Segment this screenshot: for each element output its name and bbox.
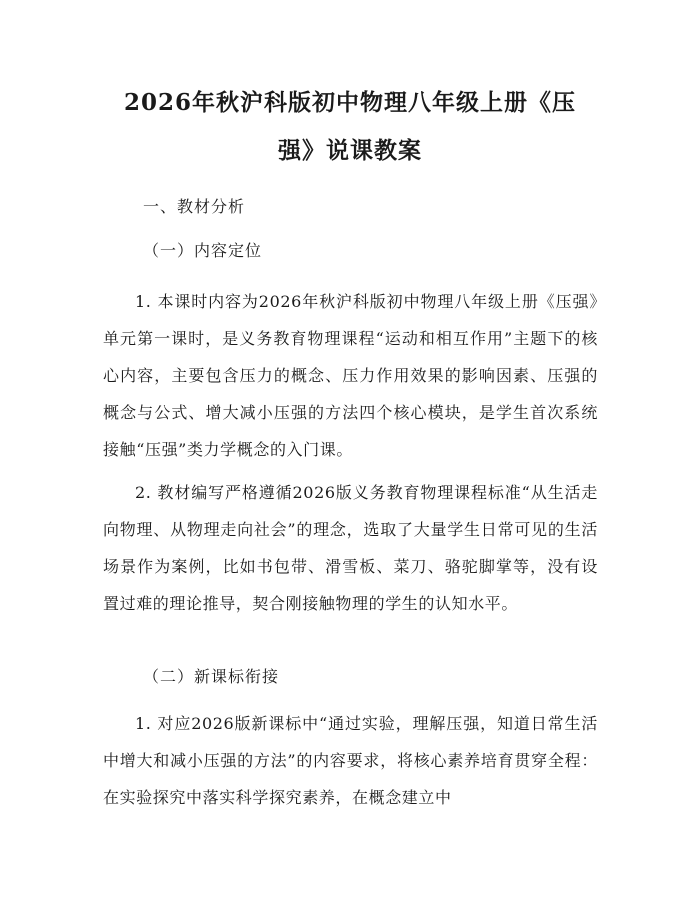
paragraph-content-positioning-1: 1. 本课时内容为2026年秋沪科版初中物理八年级上册《压强》单元第一课时，是义务教育物理课程“运动和相互作用”主题下的核心内容，主要包含压力的概念、压力作用效果的影响因素、压强的概念与公式、增大减小压强的方法四个核心模块，是学生首次系统接触“压强”类力学概念的入门课。	[103, 292, 598, 459]
paragraph-content-positioning-2: 2. 教材编写严格遵循2026版义务教育物理课程标准“从生活走向物理、从物理走向社会”的理念，选取了大量学生日常可见的生活场景作为案例，比如书包带、滑雪板、菜刀、骆驼脚掌等，没有设置过难的理论推导，契合刚接触物理的学生的认知水平。	[103, 483, 598, 613]
section-heading-textbook-analysis: 一、教材分析	[143, 197, 246, 216]
subsection-heading-content-positioning: （一）内容定位	[143, 241, 263, 260]
paragraph-curriculum-link-1: 1. 对应2026版新课标中“通过实验，理解压强，知道日常生活中增大和减小压强的方法”的内容要求，将核心素养培育贯穿全程：在实验探究中落实科学探究素养，在概念建立中	[103, 714, 598, 807]
document-title-line-1: 2026年秋沪科版初中物理八年级上册《压	[123, 89, 576, 116]
subsection-heading-curriculum-link: （二）新课标衔接	[143, 667, 280, 686]
document-title-line-2: 强》说课教案	[278, 137, 422, 164]
